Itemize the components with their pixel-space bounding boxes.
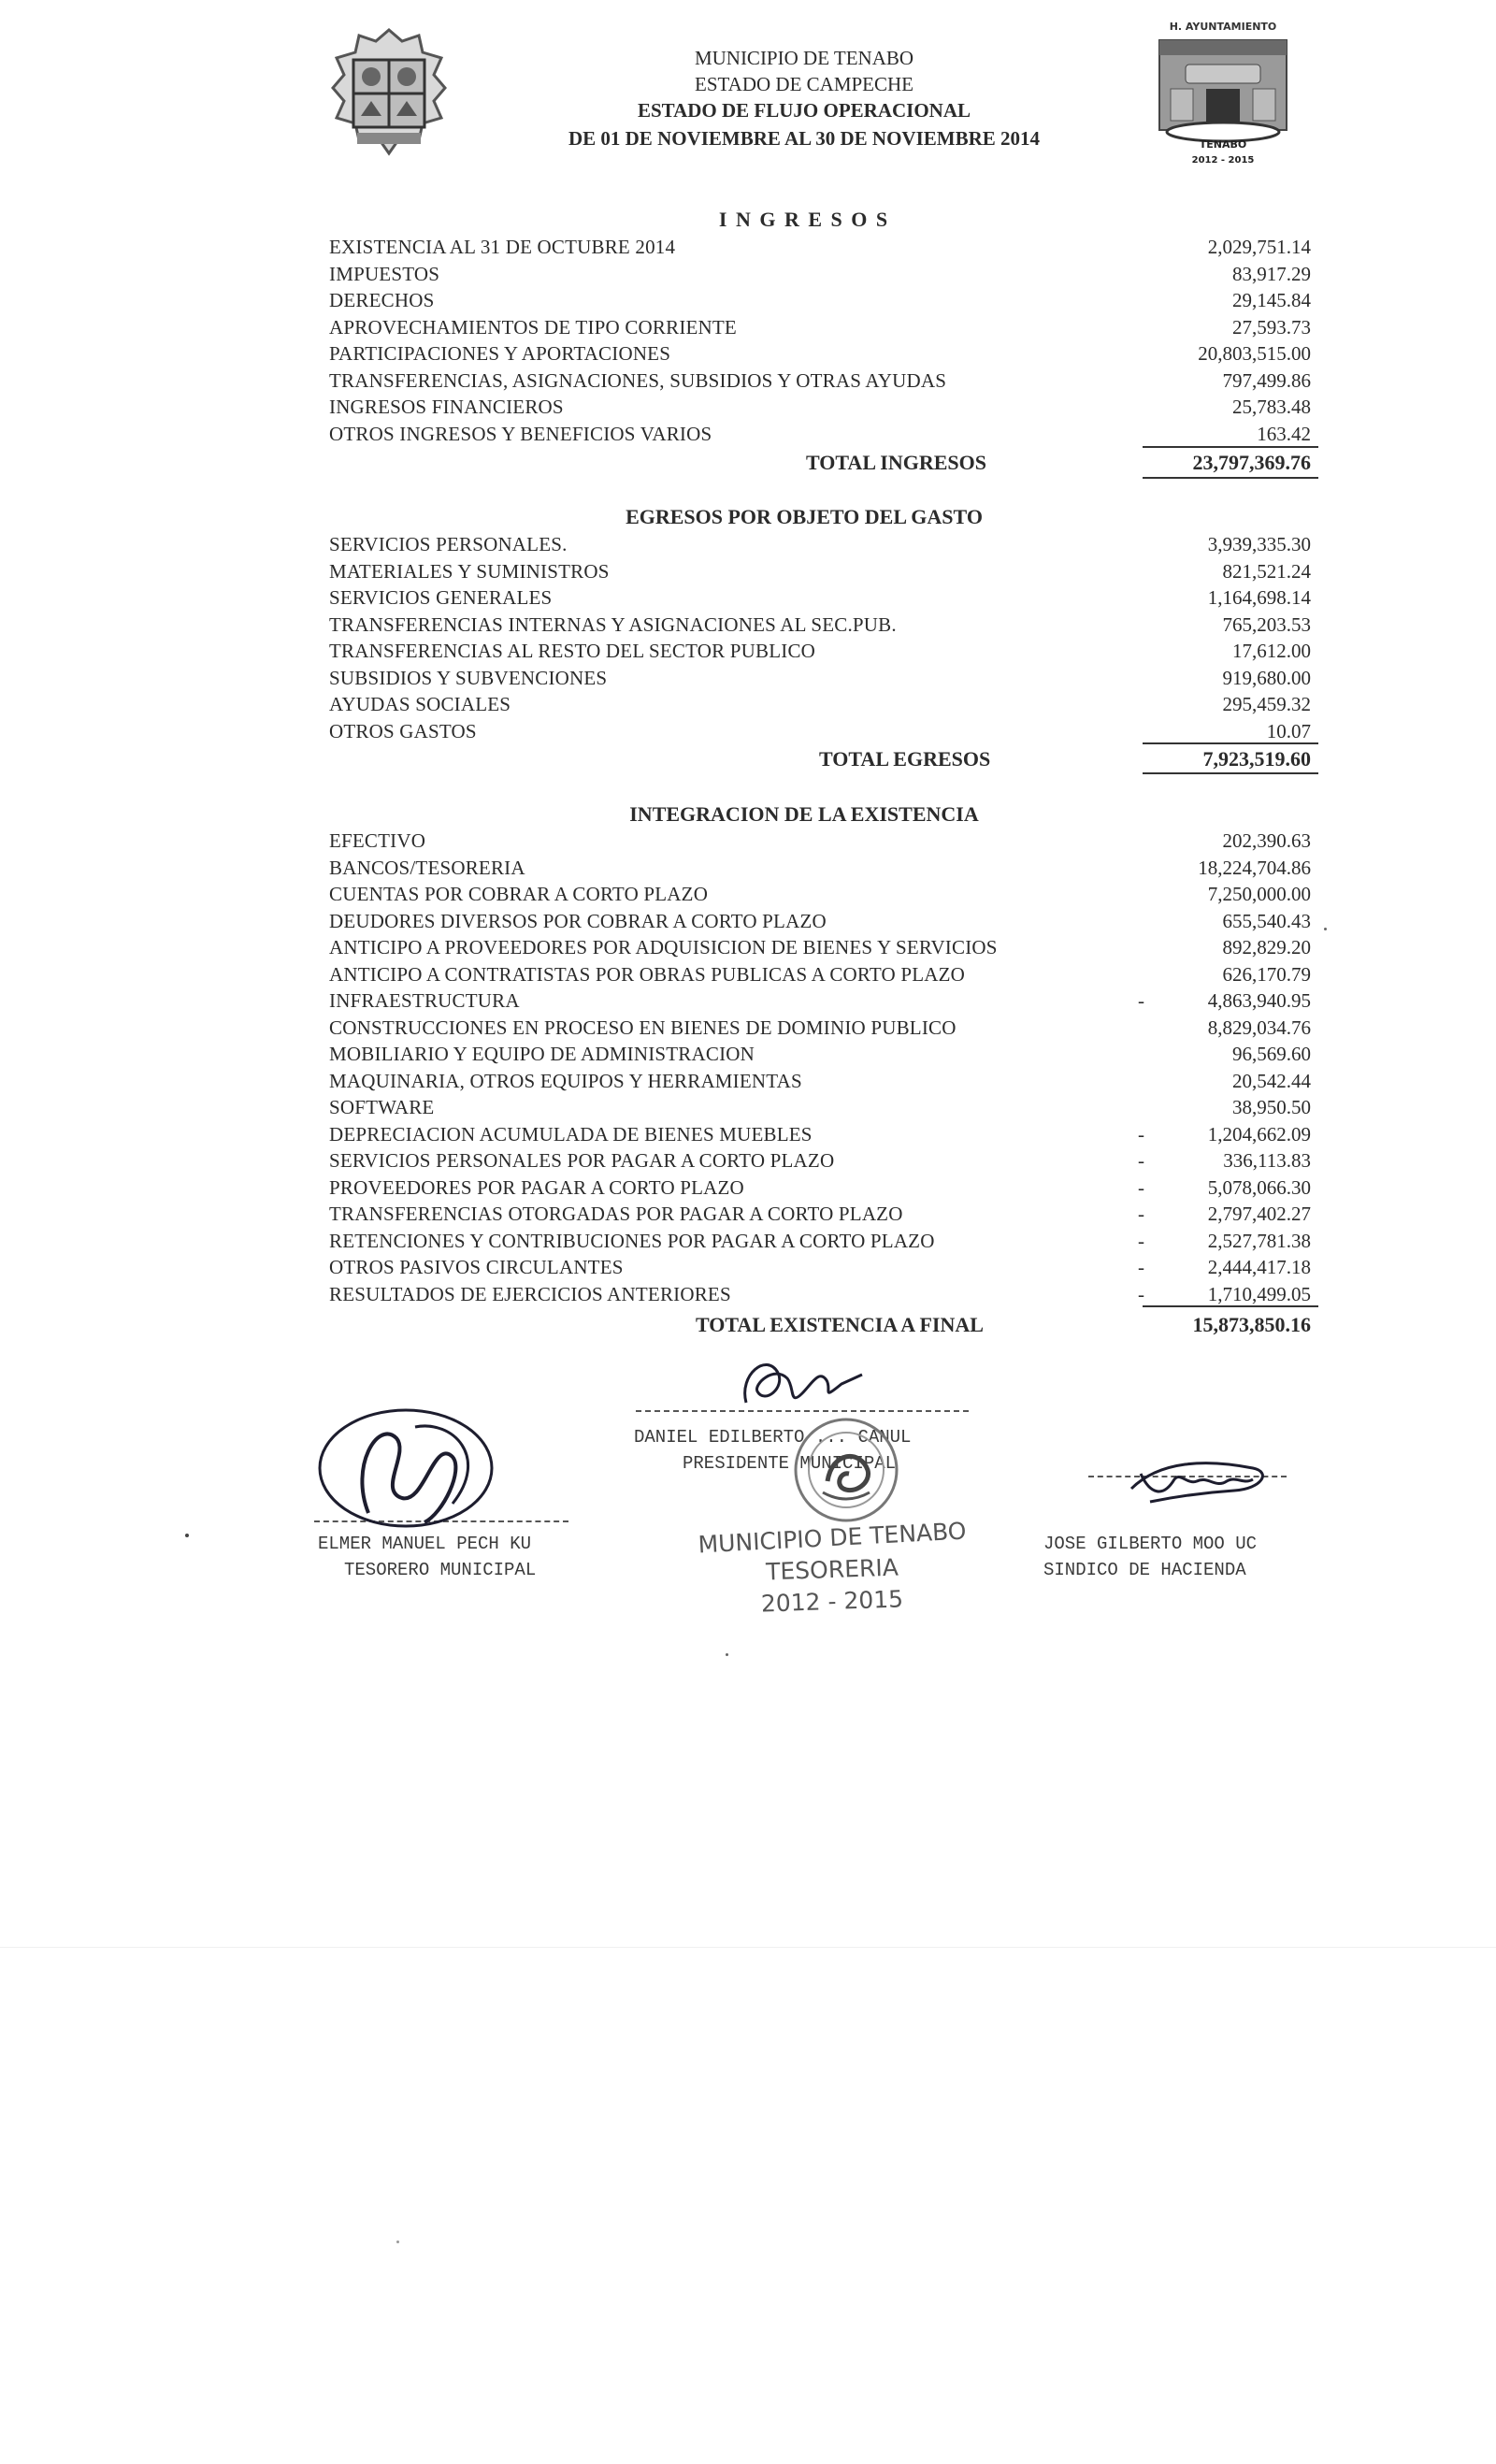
integracion-row xyxy=(329,1041,1311,1067)
row-value: 5,078,066.30 xyxy=(1207,1175,1311,1199)
egresos-row xyxy=(329,612,1311,638)
integracion-row xyxy=(329,1174,1311,1201)
president-title: PRESIDENTE MUNICIPAL xyxy=(683,1453,897,1474)
ayuntamiento-logo-caption: H. AYUNTAMIENTO xyxy=(1169,21,1277,33)
signature-treasurer-icon xyxy=(312,1401,518,1541)
egresos-row xyxy=(329,558,1311,584)
row-value: 20,542.44 xyxy=(1232,1069,1311,1092)
ingresos-row xyxy=(329,287,1311,313)
integracion-row xyxy=(329,1147,1311,1174)
row-value: 4,863,940.95 xyxy=(1207,989,1311,1012)
row-label: ANTICIPO A PROVEEDORES POR ADQUISICION DE BIENES Y SERVICIOS xyxy=(329,936,998,958)
scan-speck xyxy=(396,2241,399,2243)
row-label: PARTICIPACIONES Y APORTACIONES xyxy=(329,342,671,365)
row-value: 163.42 xyxy=(1257,422,1311,445)
integracion-row xyxy=(329,1015,1311,1041)
egresos-row xyxy=(329,665,1311,691)
row-label: EXISTENCIA AL 31 DE OCTUBRE 2014 xyxy=(329,236,676,258)
row-label: RESULTADOS DE EJERCICIOS ANTERIORES xyxy=(329,1282,731,1305)
row-sign: - xyxy=(1138,1229,1144,1252)
stamp-municipio: MUNICIPIO DE TENABO xyxy=(697,1517,968,1559)
total-existencia-value: 15,873,850.16 xyxy=(1192,1313,1311,1336)
integracion-row xyxy=(329,934,1311,960)
ingresos-row xyxy=(329,394,1311,420)
row-label: EFECTIVO xyxy=(329,829,426,852)
report-title: ESTADO DE FLUJO OPERACIONAL xyxy=(637,99,971,122)
integracion-row xyxy=(329,987,1311,1014)
egresos-row xyxy=(329,718,1311,744)
integracion-row xyxy=(329,828,1311,854)
ayuntamiento-logo-years: 2012 - 2015 xyxy=(1191,155,1255,166)
egresos-title: EGRESOS POR OBJETO DEL GASTO xyxy=(626,505,983,528)
row-value: 7,250,000.00 xyxy=(1207,883,1311,905)
row-value: 38,950.50 xyxy=(1232,1096,1311,1118)
row-value: 2,444,417.18 xyxy=(1207,1256,1311,1278)
row-label: DEUDORES DIVERSOS POR COBRAR A CORTO PLAZO xyxy=(329,909,827,932)
row-label: RETENCIONES Y CONTRIBUCIONES POR PAGAR A CORTO PLAZO xyxy=(329,1229,935,1252)
row-label: MAQUINARIA, OTROS EQUIPOS Y HERRAMIENTAS xyxy=(329,1069,802,1092)
row-value: 1,710,499.05 xyxy=(1207,1282,1311,1305)
sindico-name: JOSE GILBERTO MOO UC xyxy=(1043,1534,1258,1554)
subtotal-rule xyxy=(1143,1305,1318,1307)
row-value: 10.07 xyxy=(1266,719,1311,742)
row-label: SERVICIOS GENERALES xyxy=(329,586,553,609)
row-value: 1,164,698.14 xyxy=(1207,586,1311,609)
row-label: PROVEEDORES POR PAGAR A CORTO PLAZO xyxy=(329,1175,744,1199)
row-label: CONSTRUCCIONES EN PROCESO EN BIENES DE DOMINIO PUBLICO xyxy=(329,1016,957,1039)
integracion-row xyxy=(329,855,1311,881)
integracion-row xyxy=(329,1228,1311,1254)
row-value: 96,569.60 xyxy=(1232,1043,1311,1065)
row-sign: - xyxy=(1138,1122,1144,1146)
egresos-row xyxy=(329,691,1311,717)
row-label: INFRAESTRUCTURA xyxy=(329,989,520,1012)
row-value: 2,797,402.27 xyxy=(1207,1203,1311,1225)
total-ingresos-value: 23,797,369.76 xyxy=(1192,451,1311,474)
treasurer-name: ELMER MANUEL PECH KU xyxy=(318,1534,532,1554)
integracion-row xyxy=(329,881,1311,907)
row-label: OTROS GASTOS xyxy=(329,719,477,742)
ayuntamiento-logo-banner: TENABO xyxy=(1199,138,1247,151)
row-value: 20,803,515.00 xyxy=(1198,342,1311,365)
row-label: ANTICIPO A CONTRATISTAS POR OBRAS PUBLICAS A CORTO PLAZO xyxy=(329,962,965,986)
row-label: BANCOS/TESORERIA xyxy=(329,856,525,879)
building-icon xyxy=(1148,33,1298,145)
row-value: 29,145.84 xyxy=(1232,289,1311,311)
ingresos-row xyxy=(329,421,1311,447)
integracion-row xyxy=(329,1281,1311,1307)
row-label: TRANSFERENCIAS AL RESTO DEL SECTOR PUBLICO xyxy=(329,640,816,662)
row-label: SERVICIOS PERSONALES. xyxy=(329,533,568,555)
ingresos-title: I N G R E S O S xyxy=(718,208,890,231)
row-value: 83,917.29 xyxy=(1232,262,1311,285)
row-sign: - xyxy=(1138,1256,1144,1278)
total-existencia-label: TOTAL EXISTENCIA A FINAL xyxy=(696,1313,984,1336)
total-rule xyxy=(1143,477,1318,479)
row-value: 27,593.73 xyxy=(1232,315,1311,339)
row-value: 821,521.24 xyxy=(1222,559,1311,583)
coat-of-arms-logo xyxy=(329,26,449,159)
scan-speck xyxy=(726,1653,728,1656)
treasurer-title: TESORERO MUNICIPAL xyxy=(344,1560,537,1580)
scan-speck xyxy=(185,1534,189,1537)
president-name: DANIEL EDILBERTO ... CANUL xyxy=(634,1427,912,1448)
signature-president-icon xyxy=(729,1347,870,1421)
row-value: 25,783.48 xyxy=(1232,396,1311,418)
row-label: SUBSIDIOS Y SUBVENCIONES xyxy=(329,666,608,689)
row-value: 3,939,335.30 xyxy=(1207,533,1311,555)
total-egresos-label: TOTAL EGRESOS xyxy=(819,747,991,771)
row-label: OTROS PASIVOS CIRCULANTES xyxy=(329,1256,624,1278)
ingresos-row xyxy=(329,261,1311,287)
total-rule xyxy=(1143,772,1318,774)
row-value: 202,390.63 xyxy=(1222,829,1311,852)
row-label: MOBILIARIO Y EQUIPO DE ADMINISTRACION xyxy=(329,1043,755,1065)
row-value: 8,829,034.76 xyxy=(1207,1016,1311,1039)
row-label: OTROS INGRESOS Y BENEFICIOS VARIOS xyxy=(329,422,712,445)
row-label: TRANSFERENCIAS, ASIGNACIONES, SUBSIDIOS Y OTRAS AYUDAS xyxy=(329,368,947,392)
integracion-row xyxy=(329,1068,1311,1094)
ingresos-row xyxy=(329,340,1311,367)
egresos-row xyxy=(329,584,1311,611)
row-sign: - xyxy=(1138,1149,1144,1172)
row-label: APROVECHAMIENTOS DE TIPO CORRIENTE xyxy=(329,315,737,339)
signature-sindico-icon xyxy=(1122,1451,1281,1517)
row-value: 797,499.86 xyxy=(1222,368,1311,392)
stamp-tesoreria: TESORERIA xyxy=(765,1553,899,1586)
row-sign: - xyxy=(1138,1203,1144,1225)
row-label: AYUDAS SOCIALES xyxy=(329,693,511,715)
row-label: MATERIALES Y SUMINISTROS xyxy=(329,559,610,583)
report-period: DE 01 DE NOVIEMBRE AL 30 DE NOVIEMBRE 2014 xyxy=(568,127,1041,150)
integracion-row xyxy=(329,961,1311,987)
ayuntamiento-logo xyxy=(1148,21,1298,170)
egresos-row xyxy=(329,531,1311,557)
total-ingresos-label: TOTAL INGRESOS xyxy=(806,451,986,474)
integracion-row xyxy=(329,1121,1311,1147)
row-label: TRANSFERENCIAS INTERNAS Y ASIGNACIONES AL SEC.PUB. xyxy=(329,612,897,636)
subtotal-rule xyxy=(1143,742,1318,744)
row-value: 295,459.32 xyxy=(1222,693,1311,715)
total-egresos-value: 7,923,519.60 xyxy=(1202,747,1311,771)
subtotal-rule xyxy=(1143,446,1318,448)
row-label: IMPUESTOS xyxy=(329,262,440,285)
row-label: CUENTAS POR COBRAR A CORTO PLAZO xyxy=(329,883,709,905)
municipality-name: MUNICIPIO DE TENABO xyxy=(694,47,914,69)
mexico-seal xyxy=(785,1414,907,1526)
scan-speck xyxy=(1324,928,1327,930)
row-value: 18,224,704.86 xyxy=(1198,856,1311,879)
integracion-title: INTEGRACION DE LA EXISTENCIA xyxy=(629,802,979,826)
stamp-years: 2012 - 2015 xyxy=(760,1585,904,1618)
row-value: 2,527,781.38 xyxy=(1207,1229,1311,1252)
scan-fold-line xyxy=(0,1947,1496,1948)
state-name: ESTADO DE CAMPECHE xyxy=(695,73,913,95)
row-label: TRANSFERENCIAS OTORGADAS POR PAGAR A CORTO PLAZO xyxy=(329,1203,903,1225)
row-value: 17,612.00 xyxy=(1232,640,1311,662)
row-value: 765,203.53 xyxy=(1222,612,1311,636)
ingresos-row xyxy=(329,234,1311,260)
row-sign: - xyxy=(1138,1282,1144,1305)
integracion-row xyxy=(329,1201,1311,1227)
integracion-row xyxy=(329,908,1311,934)
egresos-row xyxy=(329,638,1311,664)
row-value: 2,029,751.14 xyxy=(1207,236,1311,258)
row-sign: - xyxy=(1138,1175,1144,1199)
row-value: 919,680.00 xyxy=(1222,666,1311,689)
row-label: DERECHOS xyxy=(329,289,435,311)
ingresos-row xyxy=(329,314,1311,340)
row-value: 336,113.83 xyxy=(1223,1149,1311,1172)
row-label: INGRESOS FINANCIEROS xyxy=(329,396,564,418)
eagle-emblem-icon xyxy=(785,1414,907,1526)
row-value: 626,170.79 xyxy=(1222,962,1311,986)
row-value: 892,829.20 xyxy=(1222,936,1311,958)
row-label: DEPRECIACION ACUMULADA DE BIENES MUEBLES xyxy=(329,1122,813,1146)
row-label: SOFTWARE xyxy=(329,1096,435,1118)
ingresos-row xyxy=(329,367,1311,394)
integracion-row xyxy=(329,1254,1311,1280)
row-sign: - xyxy=(1138,989,1144,1012)
integracion-row xyxy=(329,1094,1311,1120)
row-value: 1,204,662.09 xyxy=(1207,1122,1311,1146)
row-label: SERVICIOS PERSONALES POR PAGAR A CORTO PLAZO xyxy=(329,1149,835,1172)
sindico-title: SINDICO DE HACIENDA xyxy=(1043,1560,1246,1580)
row-value: 655,540.43 xyxy=(1222,909,1311,932)
